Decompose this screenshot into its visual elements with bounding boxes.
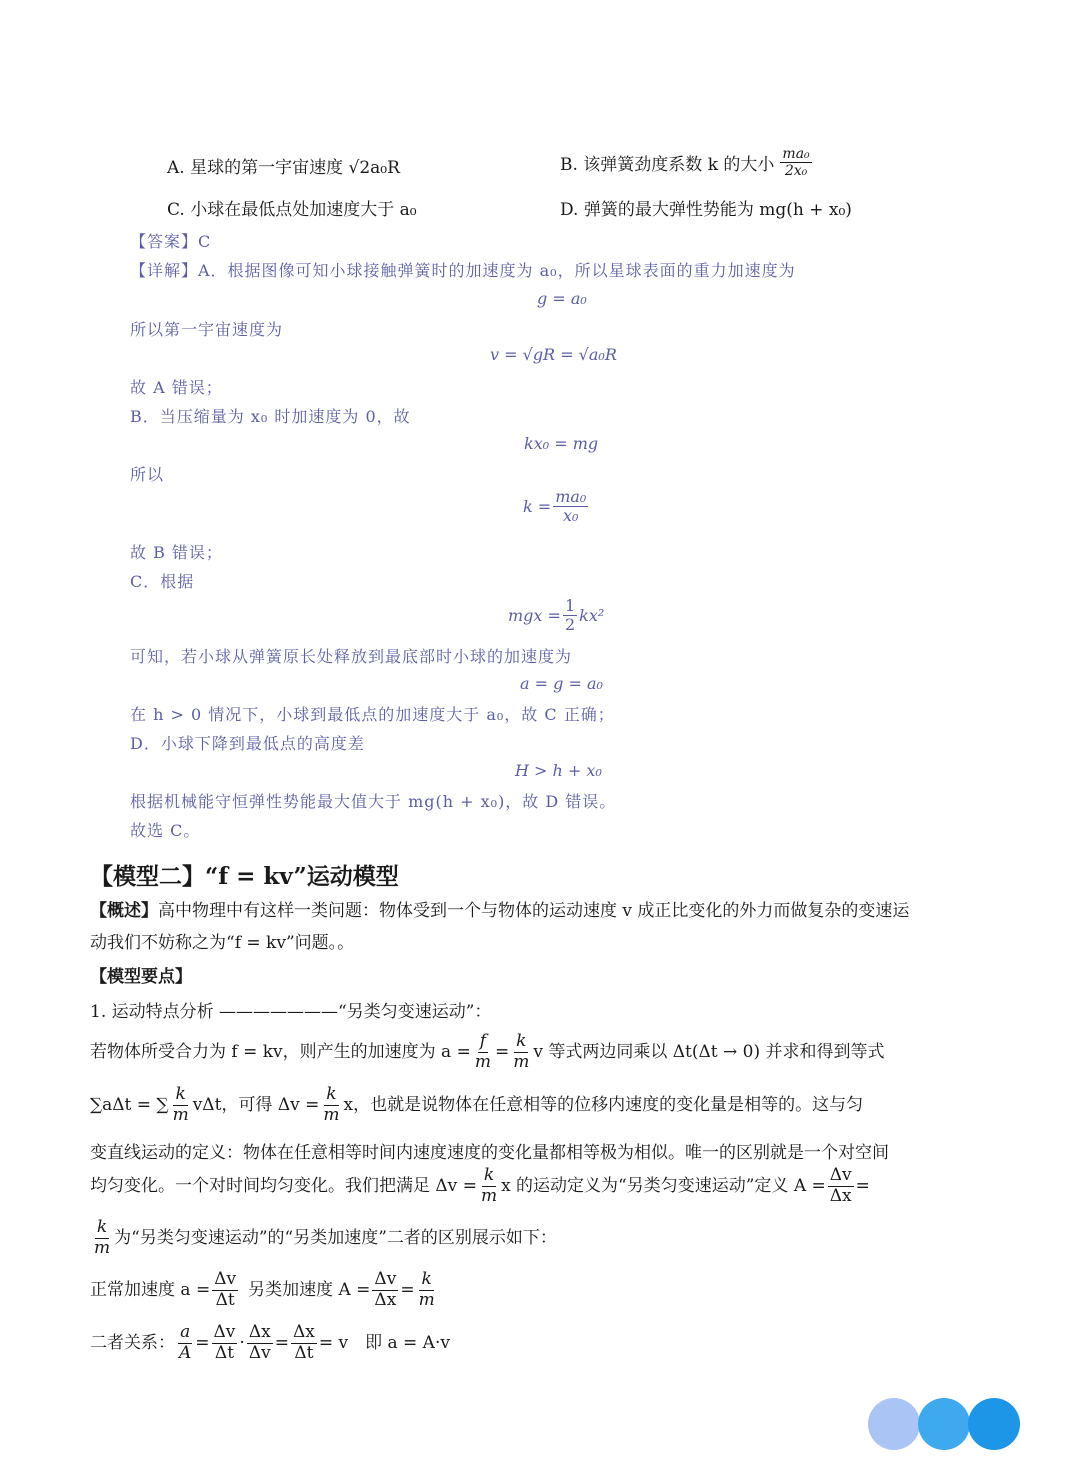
a-wrong-line: 故 A 错误； — [130, 378, 223, 397]
equation-energy-fraction — [563, 597, 577, 635]
rel-f3-num: Δx — [248, 1322, 271, 1342]
equation-energy-numerator: 1 — [564, 596, 576, 615]
para5-k-num: k — [96, 1217, 108, 1237]
other-k-den: m — [418, 1289, 435, 1310]
para4-text-c: = — [855, 1176, 870, 1197]
para5-k-den: m — [94, 1237, 111, 1258]
rel-fraction-3 — [247, 1323, 273, 1363]
para1-text-a: 若物体所受合力为 f = kv，则产生的加速度为 a = — [90, 1042, 471, 1063]
para4-k-den: m — [480, 1185, 498, 1206]
rel-f1-den: A — [179, 1342, 192, 1363]
para4-text-b: x 的运动定义为“另类匀变速运动”定义 A = — [501, 1176, 826, 1197]
c-conclude: 在 h > 0 情况下，小球到最低点的加速度大于 a₀，故 C 正确； — [130, 705, 615, 724]
para-line-3: 变直线运动的定义：物体在任意相等时间内速度速度的变化量都相等极为相似。唯一的区别就是一个对空间 — [90, 1143, 889, 1163]
para1-text-b: v 等式两边同乘以 Δt(Δt → 0) 并求和得到等式 — [533, 1042, 885, 1063]
so-line: 所以 — [130, 465, 165, 484]
b-wrong-line: 故 B 错误； — [130, 543, 223, 562]
para2-fraction-k2 — [321, 1085, 341, 1125]
c-line: 可知，若小球从弹簧原长处释放到最底部时小球的加速度为 — [130, 647, 573, 666]
rel-f2-num: Δv — [213, 1322, 236, 1342]
choose-line: 故选 C。 — [130, 821, 201, 840]
para-line-1 — [90, 1032, 885, 1072]
equation-k-fraction — [553, 488, 588, 526]
rel-end: = v 即 a = A·v — [318, 1333, 450, 1354]
para2-k-den: m — [172, 1104, 189, 1125]
para4-k-num: k — [483, 1165, 495, 1185]
detail-b: B．当压缩量为 x₀ 时加速度为 0，故 — [130, 407, 411, 426]
acceleration-compare — [90, 1270, 439, 1310]
para4-fraction-k — [479, 1166, 499, 1206]
option-b-fraction — [780, 146, 811, 179]
decor-circle-1 — [868, 1398, 920, 1450]
para-line-5 — [90, 1218, 557, 1258]
normal-num: Δv — [214, 1269, 237, 1289]
equation-energy-denominator: 2 — [564, 615, 576, 635]
equation-k-left: k = — [523, 497, 552, 517]
equation-k — [523, 488, 590, 526]
detail-c: C．根据 — [130, 572, 195, 591]
para4-dv: Δv — [829, 1165, 852, 1185]
overview-label: 【概述】 — [90, 901, 158, 921]
decor-circle-3 — [968, 1398, 1020, 1450]
option-b-text: B. 该弹簧劲度系数 k 的大小 — [560, 155, 775, 176]
para1-k-num: k — [516, 1031, 527, 1051]
overview-line-2: 动我们不妨称之为“f = kv”问题。。 — [90, 933, 355, 953]
para2-fraction-k — [171, 1085, 191, 1125]
equation-k-denominator: x₀ — [563, 506, 579, 526]
option-a: A. 星球的第一宇宙速度 √2a₀R — [167, 158, 400, 178]
overview-text-1: 高中物理中有这样一类问题：物体受到一个与物体的运动速度 v 成正比变化的外力而做复杂的变速运 — [158, 901, 910, 921]
rel-dot: · — [239, 1333, 245, 1354]
rel-fraction-4 — [291, 1323, 317, 1363]
option-c: C. 小球在最低点处加速度大于 a₀ — [167, 200, 417, 220]
decor-circle-2 — [918, 1398, 970, 1450]
equation-energy-right: kx² — [579, 606, 605, 626]
answer-line: 【答案】C — [130, 232, 212, 251]
model2-heading: 【模型二】“f = kv”运动模型 — [90, 863, 399, 890]
rel-f1-num: a — [180, 1322, 191, 1342]
para2-k-num: k — [175, 1084, 186, 1104]
detail-a: 【详解】A．根据图像可知小球接触弹簧时的加速度为 a₀，所以星球表面的重力加速度为 — [130, 261, 796, 280]
point-1: 1. 运动特点分析 ———————“另类匀变速运动”： — [90, 1002, 492, 1022]
para-line-4 — [90, 1166, 870, 1206]
option-b — [560, 146, 814, 179]
para2-text-c: x，也就是说物体在任意相等的位移内速度的变化量是相等的。这与匀 — [343, 1095, 864, 1116]
other-k-num: k — [421, 1269, 432, 1289]
para2-k2-den: m — [323, 1104, 340, 1125]
para1-fraction-f — [473, 1032, 493, 1072]
equation-k-numerator: ma₀ — [555, 487, 587, 506]
para4-fraction-a — [828, 1166, 854, 1206]
d-conclude: 根据机械能守恒弹性势能最大值大于 mg(h + x₀)，故 D 错误。 — [130, 792, 617, 811]
para2-text-b: vΔt，可得 Δv = — [192, 1095, 320, 1116]
para5-text: 为“另类匀变速运动”的“另类加速度”二者的区别展示如下： — [114, 1228, 557, 1249]
para1-f-den: m — [474, 1051, 491, 1072]
equation-energy — [508, 597, 604, 635]
rel-f3-den: Δv — [248, 1342, 271, 1363]
other-k-fraction — [417, 1270, 437, 1310]
rel-fraction-1 — [177, 1323, 193, 1363]
normal-den: Δt — [215, 1289, 235, 1310]
para1-fraction-k — [511, 1032, 531, 1072]
normal-label: 正常加速度 a = — [90, 1280, 211, 1301]
para-line-2 — [90, 1085, 863, 1125]
rel-eq2: = — [274, 1333, 289, 1354]
option-b-denominator: 2x₀ — [784, 163, 808, 180]
equation-v: v = √gR = √a₀R — [490, 345, 617, 364]
rel-fraction-2 — [212, 1323, 238, 1363]
para4-text-a: 均匀变化。一个对时间均匀变化。我们把满足 Δv = — [90, 1176, 477, 1197]
first-speed-line: 所以第一宇宙速度为 — [130, 320, 284, 339]
para4-dx: Δx — [829, 1185, 852, 1206]
other-num: Δv — [374, 1269, 397, 1289]
rel-f2-den: Δt — [214, 1342, 235, 1363]
rel-f4-den: Δt — [294, 1342, 314, 1363]
para1-k-den: m — [513, 1051, 530, 1072]
equation-energy-left: mgx = — [508, 606, 561, 626]
para1-eq: = — [494, 1042, 510, 1063]
option-d: D. 弹簧的最大弹性势能为 mg(h + x₀) — [560, 200, 852, 220]
para1-f-num: f — [479, 1031, 487, 1051]
rel-f4-num: Δx — [292, 1322, 315, 1342]
para5-fraction-k — [92, 1218, 112, 1258]
rel-eq1: = — [195, 1333, 210, 1354]
equation-g: g = a₀ — [537, 289, 587, 308]
equation-h: H > h + x₀ — [515, 761, 602, 780]
option-b-numerator: ma₀ — [782, 146, 810, 162]
other-den: Δx — [374, 1289, 397, 1310]
detail-d: D．小球下降到最低点的高度差 — [130, 734, 365, 753]
relationship-line — [90, 1323, 450, 1363]
equation-a: a = g = a₀ — [520, 674, 603, 693]
normal-fraction — [212, 1270, 238, 1310]
points-label: 【模型要点】 — [90, 967, 192, 987]
other-fraction — [372, 1270, 398, 1310]
other-eq: = — [400, 1280, 415, 1301]
equation-kx0: kx₀ = mg — [524, 434, 599, 453]
other-label: 另类加速度 A = — [248, 1280, 371, 1301]
para2-text-a: ∑aΔt = ∑ — [90, 1095, 169, 1116]
rel-label: 二者关系： — [90, 1333, 175, 1354]
para2-k2-num: k — [326, 1084, 337, 1104]
overview-line-1 — [90, 900, 909, 922]
